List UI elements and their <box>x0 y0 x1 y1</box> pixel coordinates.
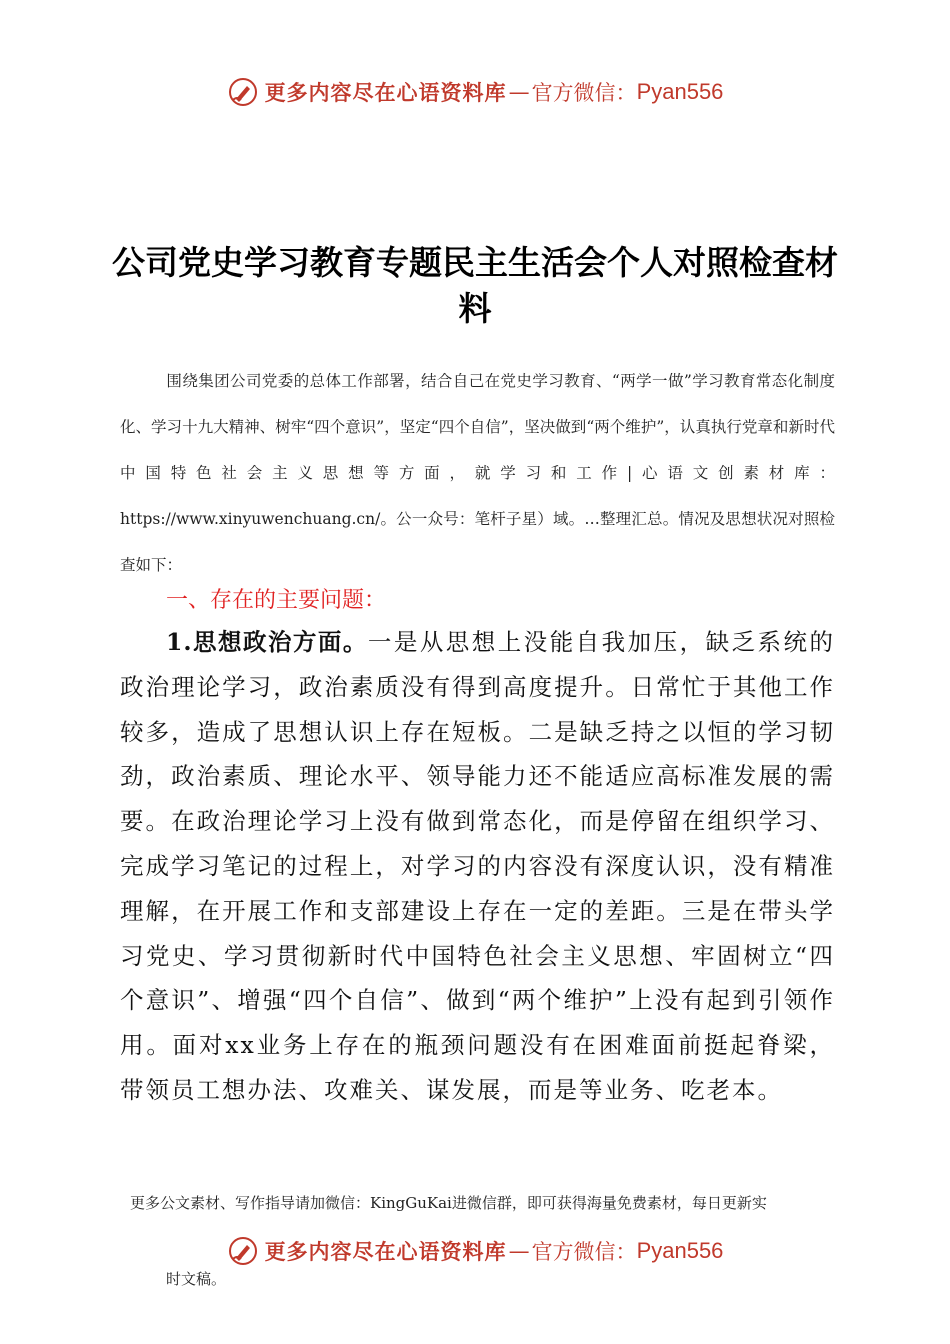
body-paragraph <box>120 620 835 1113</box>
banner-text: 更多内容尽在心语资料库 <box>264 81 507 105</box>
footer-note: 更多公文素材、写作指导请加微信：KingGuKai进微信群，即可获得海量免费素材，每日更新实 <box>130 1194 767 1212</box>
banner-separator: — <box>508 1239 530 1263</box>
page-title: 公司党史学习教育专题民主生活会个人对照检查材料 <box>112 243 838 328</box>
banner-wechat-id: Pyan556 <box>636 1238 724 1263</box>
paragraph-lead: 1.思想政治方面。 <box>166 628 368 656</box>
intro-text: 围绕集团公司党委的总体工作部署，结合自己在党史学习教育、“两学一做”学习教育常态化制度化、学习十九大精神、树牢“四个意识”，坚定“四个自信”，坚决做到“两个维护”，认真执行党章和新时代中国特色社会主义思想等方面，就学习和工作|心语文创素材库：https://www.xinyuwenchuang.cn/。公一众号：笔杆子星）域。…整理汇总。情况及思想状况对照检查如下： <box>120 372 835 574</box>
banner-separator: — <box>508 80 530 104</box>
footer-banner <box>0 1233 950 1269</box>
banner-wechat-label: 官方微信： <box>531 81 637 105</box>
banner-wechat-id: Pyan556 <box>636 79 724 104</box>
paragraph-body: 一是从思想上没能自我加压，缺乏系统的政治理论学习，政治素质没有得到高度提升。日常忙于其他工作较多，造成了思想认识上存在短板。二是缺乏持之以恒的学习韧劲，政治素质、理论水平、领导能力还不能适应高标准发展的需要。在政治理论学习上没有做到常态化，而是停留在组织学习、完成学习笔记的过程上，对学习的内容没有深度认识，没有精准理解，在开展工作和支部建设上存在一定的差距。三是在带头学习党史、学习贯彻新时代中国特色社会主义思想、牢固树立“四个意识”、增强“四个自信”、做到“两个维护”上没有起到引领作用。面对xx业务上存在的瓶颈问题没有在困难面前挺起脊梁，带领员工想办法、攻难关、谋发展，而是等业务、吃老本。 <box>120 628 835 1104</box>
intro-paragraph <box>120 358 835 588</box>
pen-logo-icon <box>227 76 259 108</box>
header-banner <box>0 74 950 110</box>
pen-logo-icon <box>227 1235 259 1267</box>
banner-text: 更多内容尽在心语资料库 <box>264 1240 507 1264</box>
banner-wechat-label: 官方微信： <box>531 1240 637 1264</box>
section-heading: 一、存在的主要问题： <box>166 588 387 613</box>
footer-note-continued: 时文稿。 <box>166 1270 227 1288</box>
